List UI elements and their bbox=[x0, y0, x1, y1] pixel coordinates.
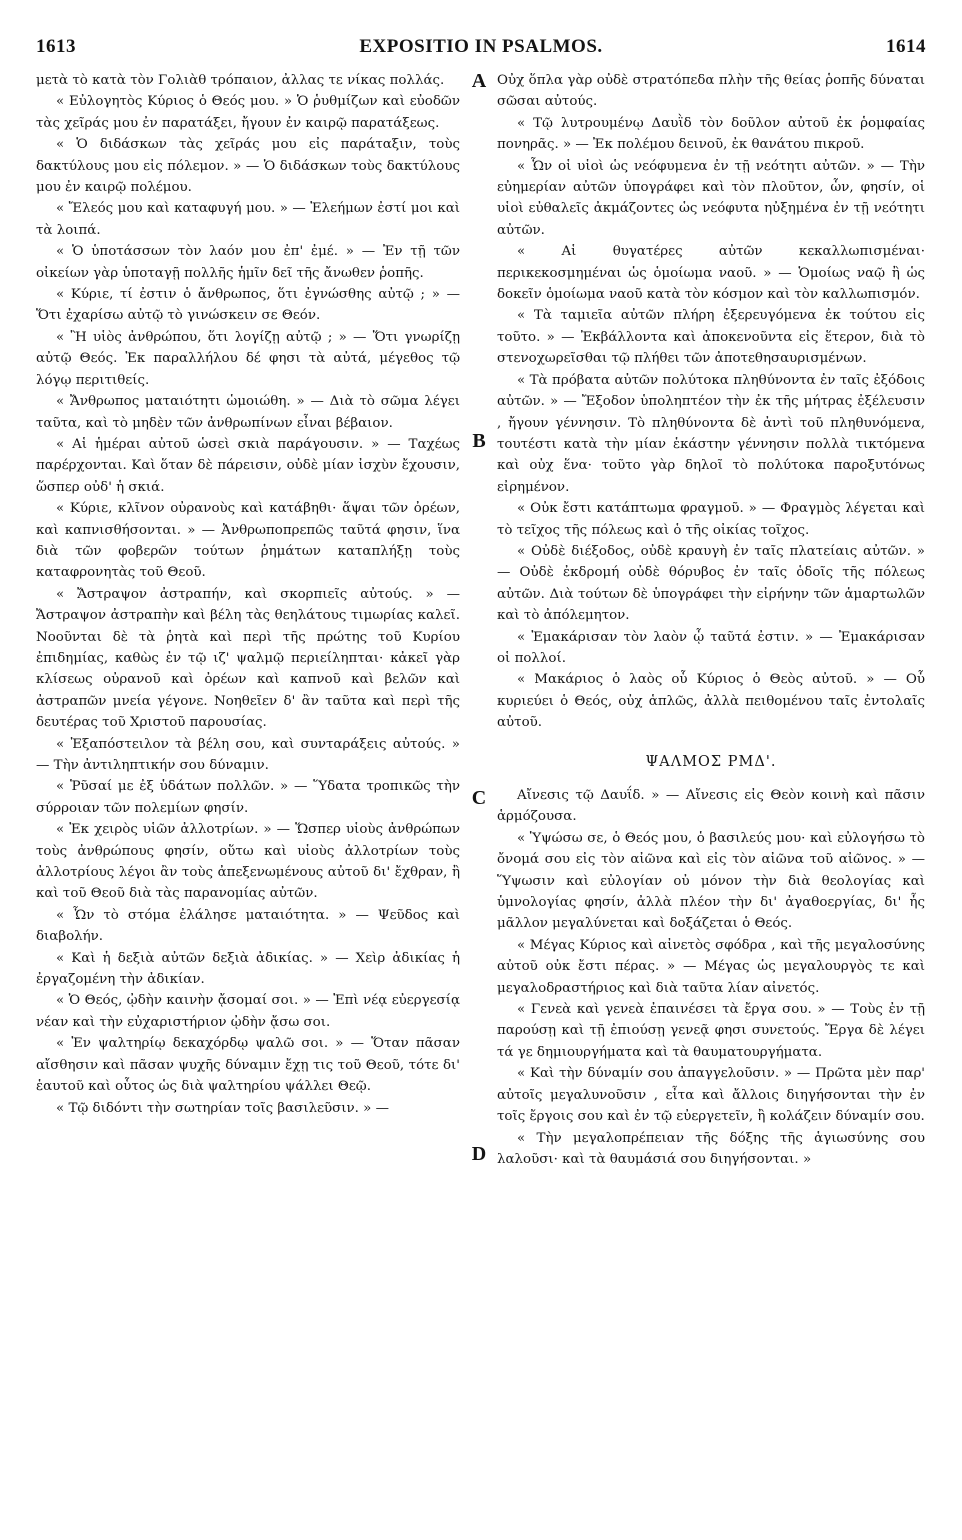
paragraph: « Ὑψώσω σε, ὁ Θεός μου, ὁ βασιλεύς μου· καὶ εὐλογήσω τὸ ὄνομά σου εἰς τὸν αἰῶνα καὶ εἰς τὸν αἰῶνα τοῦ αἰῶνος. » — Ὕψωσιν καὶ εὐλογίαν οὐ μόνον τὴν διὰ θεολογίας καὶ ὑμνολογίας φησίν, ἀλλὰ πλέον τὴν δι' ἀγαθοεργίας, δι' ἧς μᾶλλον μεγαλύνεται καὶ δοξάζεται ὁ Θεός. bbox=[497, 830, 925, 932]
paragraph: « Ἄνθρωπος ματαιότητι ὡμοιώθη. » — Διὰ τὸ σῶμα λέγει ταῦτα, καὶ τὸ μηδὲν τῶν ἀνθρωπίνων εἶναι βέβαιον. bbox=[36, 394, 460, 431]
paragraph: « Καὶ τὴν δύναμίν σου ἀπαγγελοῦσιν. » — Πρῶτα μὲν παρ' αὐτοῖς μεγαλυνοῦσιν , εἶτα καὶ ἄλλοις διηγήσονται τὴν ἐν τοῖς ἔργοις σου καὶ ἐν τῷ εὐεργετεῖν, ἢ κολάζειν δύναμίν σου. bbox=[497, 1066, 925, 1125]
paragraph: Αἴνεσις τῷ Δαυΐδ. » — Αἴνεσις εἰς Θεὸν κοινὴ καὶ πᾶσιν ἁρμόζουσα. bbox=[497, 788, 925, 825]
paragraph: « Τὴν μεγαλοπρέπειαν τῆς δόξης τῆς ἁγιωσύνης σου λαλοῦσι· καὶ τὰ θαυμάσιά σου διηγήσονται. » bbox=[497, 1130, 925, 1167]
paragraph: Οὐχ ὅπλα γὰρ οὐδὲ στρατόπεδα πλὴν τῆς θείας ῥοπῆς δύναται σῶσαι αὐτούς. bbox=[497, 73, 925, 110]
margin-marker-c: C bbox=[471, 787, 487, 809]
paragraph: « Τῷ λυτρουμένῳ Δαυῒδ τὸν δοῦλον αὐτοῦ ἐκ ῥομφαίας πονηρᾶς. » — Ἐκ πολέμου δεινοῦ, ἐκ θανάτου πικροῦ. bbox=[497, 115, 925, 153]
paragraph: « Γενεὰ καὶ γενεὰ ἐπαινέσει τὰ ἔργα σου. » — Τοὺς ἐν τῇ παρούσῃ καὶ τῇ ἐπιούσῃ γενεᾷ φησι συνετούς. Ἔργα δὲ λέγει τά γε δημιουργήματα καὶ τὰ θαυματουργήματα. bbox=[497, 1002, 925, 1060]
paragraph: « Κύριε, τί ἐστιν ὁ ἄνθρωπος, ὅτι ἐγνώσθης αὐτῷ ; » — Ὅτι ἐχαρίσω αὐτῷ τὸ γινώσκειν σε Θεόν. bbox=[36, 287, 460, 324]
page-number-right: 1614 bbox=[886, 36, 926, 57]
paragraph: « Καὶ ἡ δεξιὰ αὐτῶν δεξιὰ ἀδικίας. » — Χεὶρ ἀδικίας ἡ ἐργαζομένη τὴν ἀδικίαν. bbox=[36, 950, 460, 988]
paragraph: « Οὐκ ἔστι κατάπτωμα φραγμοῦ. » — Φραγμὸς λέγεται καὶ τὸ τεῖχος τῆς πόλεως καὶ ὁ τῆς οἰκίας τοῖχος. bbox=[497, 501, 925, 538]
paragraph: « Ἐκ χειρὸς υἱῶν ἀλλοτρίων. » — Ὥσπερ υἱοὺς ἀνθρώπων τοὺς ἀνθρώπους φησίν, οὕτω καὶ υἱοὺς ἀλλοτρίων τοὺς ἀλλοτρίους λέγοι ἂν τοὺς ἀπεξενωμένους αὐτοῦ δι' ἔχθραν, ἢ καὶ τοῦ Θεοῦ διὰ τὰς παρανομίας αὐτῶν. bbox=[36, 822, 460, 902]
paragraph: « Ὁ διδάσκων τὰς χεῖράς μου εἰς παράταξιν, τοὺς δακτύλους μου εἰς πόλεμον. » — Ὁ διδάσκων τοὺς δακτύλους μου ἐν καιρῷ πολέμου. bbox=[36, 137, 460, 196]
page-number-left: 1613 bbox=[36, 36, 76, 57]
paragraph: « Τὰ ταμιεῖα αὐτῶν πλήρη ἐξερευγόμενα ἐκ τούτου εἰς τοῦτο. » — Ἐκβάλλοντα καὶ ἀποκενοῦντα εἰς ἕτερον, διὰ τὸ στενοχωρεῖσθαι τῷ πλήθει τῶν ἀποτεθησαυρισμένων. bbox=[497, 308, 925, 367]
paragraph: « Εὐλογητὸς Κύριος ὁ Θεός μου. » Ὁ ῥυθμίζων καὶ εὐοδῶν τὰς χεῖράς μου ἐν παρατάξει, ἤγουν ἐν καιρῷ παρατάξεως. bbox=[36, 94, 460, 131]
running-title: EXPOSITIO IN PSALMOS. bbox=[359, 36, 603, 57]
paragraph: « Αἱ θυγατέρες αὐτῶν κεκαλλωπισμέναι· περικεκοσμημέναι ὡς ὁμοίωμα ναοῦ. » — Ὁμοίως ναῷ ἢ ὡς δοκεῖν ὁμοίωμα ναοῦ κατὰ τὸν κόσμον καὶ τὸν καλλωπισμόν. bbox=[497, 244, 925, 303]
margin-marker-a: A bbox=[471, 70, 487, 92]
paragraph: « Οὐδὲ διέξοδος, οὐδὲ κραυγὴ ἐν ταῖς πλατείαις αὐτῶν. » — Οὐδὲ ἐκδρομή οὐδὲ θόρυβος ἐν ταῖς ὁδοῖς τῆς πόλεως αὐτῶν. Διὰ τούτων δὲ ὑπογράφει τὴν εἰρήνην τῶν ἁμαρτωλῶν καὶ τὸ ἀπόλεμητον. bbox=[497, 543, 925, 624]
paragraph: « Μέγας Κύριος καὶ αἰνετὸς σφόδρα , καὶ τῆς μεγαλοσύνης αὐτοῦ οὐκ ἔστι πέρας. » — Μέγας ὡς μεγαλουργὸς τε καὶ μεγαλοδραστήριος καὶ διὰ ταῦτα λίαν αἰνετός. bbox=[497, 937, 925, 996]
margin-marker-d: D bbox=[471, 1143, 487, 1165]
paragraph: « Τῷ διδόντι τὴν σωτηρίαν τοῖς βασιλεῦσιν. » — bbox=[56, 1100, 390, 1116]
paragraph: « Ἢ υἱὸς ἀνθρώπου, ὅτι λογίζῃ αὐτῷ ; » — Ὅτι γνωρίζῃ αὐτῷ Θεός. Ἐκ παραλλήλου δέ φησι τὰ αὐτά, μέγεθος τῷ λόγῳ περιτιθείς. bbox=[36, 329, 460, 388]
paragraph: « Μακάριος ὁ λαὸς οὗ Κύριος ὁ Θεὸς αὐτοῦ. » — Οὗ κυριεύει ὁ Θεός, οὐχ ἁπλῶς, ἀλλὰ πειθομένου ταῖς ἐντολαῖς αὐτοῦ. bbox=[497, 672, 925, 731]
paragraph: « Ἐν ψαλτηρίῳ δεκαχόρδῳ ψαλῶ σοι. » — Ὅταν πᾶσαν αἴσθησιν καὶ πᾶσαν ψυχῆς δύναμιν ἔχῃ τις τοῦ Θεοῦ, τότε δι' ἑαυτοῦ καὶ οὗτος ὡς διὰ ψαλτηρίου ψάλλει Θεῷ. bbox=[36, 1036, 460, 1095]
paragraph: μετὰ τὸ κατὰ τὸν Γολιὰθ τρόπαιον, ἀλλας τε νίκας πολλάς. bbox=[36, 73, 445, 88]
paragraph: « Ἐξαπόστειλον τὰ βέλη σου, καὶ συνταράξεις αὐτούς. » — Τὴν ἀντιληπτικήν σου δύναμιν. bbox=[36, 736, 460, 773]
paragraph: « Ἔλεός μου καὶ καταφυγή μου. » — Ἐλεήμων ἐστί μοι καὶ τὰ λοιπά. bbox=[36, 201, 460, 238]
paragraph: « Ῥῦσαί με ἐξ ὑδάτων πολλῶν. » — Ὕδατα τροπικῶς τὴν σύρροιαν τῶν πολεμίων φησίν. bbox=[36, 779, 460, 816]
left-column bbox=[36, 70, 460, 1119]
paragraph: « Ἄστραψον ἀστραπήν, καὶ σκορπιεῖς αὐτούς. » — Ἄστραψον ἀστραπὴν καὶ βέλη τὰς θεηλάτους τιμωρίας καλεῖ. Νοοῦνται δὲ τὰ ῥητὰ καὶ περὶ τῆς πρώτης τοῦ Κυρίου ἐπιδημίας, καθὼς ἐν τῷ ιζ' ψαλμῷ περιείληπται· κἀκεῖ γὰρ κλίσεως οὐρανοῦ καὶ ὀρέων καὶ καπνοῦ καὶ βελῶν καὶ ἀστραπῶν μνεία γέγονε. Νοηθεῖεν δ' ἂν ταῦτα καὶ περὶ τῆς δευτέρας τοῦ Χριστοῦ παρουσίας. bbox=[36, 586, 460, 731]
paragraph: « Κύριε, κλῖνον οὐρανοὺς καὶ κατάβηθι· ἅψαι τῶν ὀρέων, καὶ καπνισθήσονται. » — Ἀνθρωποπρεπῶς ταῦτά φησιν, ἵνα διὰ τῶν φοβερῶν τούτων ῥημάτων καταπλήξῃ τοὺς καταφρονητὰς τοῦ Θεοῦ. bbox=[36, 501, 460, 581]
paragraph: « Ὧν οἱ υἱοὶ ὡς νεόφυμενα ἐν τῇ νεότητι αὐτῶν. » — Τὴν εὐημερίαν αὐτῶν ὑπογράφει καὶ τὸν πλοῦτον, ὧν, φησίν, οἱ υἱοὶ εὐθαλεῖς ἀκμάζοντες ὡς νεόφυτα ηὐξημένα ἐν τῇ νεότητι αὐτῶν. bbox=[497, 158, 925, 238]
running-header bbox=[36, 34, 926, 64]
paragraph: « Ὁ ὑποτάσσων τὸν λαόν μου ἐπ' ἐμέ. » — Ἐν τῇ τῶν οἰκείων γὰρ ὑποταγῇ πολλῆς ἡμῖν δεῖ τῆς ἄνωθεν ῥοπῆς. bbox=[36, 244, 460, 281]
right-column bbox=[497, 70, 925, 1170]
psalm-heading: ΨΑΛΜΟΣ ΡΜΔ'. bbox=[645, 753, 777, 770]
paragraph: « Ὁ Θεός, ᾠδὴν καινὴν ᾄσομαί σοι. » — Ἐπὶ νέᾳ εὐεργεσίᾳ νέαν καὶ τὴν εὐχαριστήριον ᾠδὴν ᾄσω σοι. bbox=[36, 993, 460, 1030]
paragraph: « Ἐμακάρισαν τὸν λαὸν ᾧ ταῦτά ἐστιν. » — Ἐμακάρισαν οἱ πολλοί. bbox=[497, 629, 925, 666]
paragraph: « Τὰ πρόβατα αὐτῶν πολύτοκα πληθύνοντα ἐν ταῖς ἐξόδοις αὐτῶν. » — Ἔξοδον ὑποληπτέον τὴν ἐκ τῆς μήτρας ἐξέλευσιν , ἤγουν γέννησιν. Τὸ πληθύνοντα δὲ ἀντὶ τοῦ πληθυνόμενα, τουτέστι κατὰ τὴν μίαν ἑκάστην γέννησιν πολλὰ τικτόμενα καὶ οὐχ ἕνα· τοῦτο γὰρ δηλοῖ τὸ πολύτοκα παροξυτόνως εἰρημένον. bbox=[497, 372, 925, 495]
paragraph: « Αἱ ἡμέραι αὐτοῦ ὡσεὶ σκιὰ παράγουσιν. » — Ταχέως παρέρχονται. Καὶ ὅταν δὲ πάρεισιν, οὐδὲ μίαν ἰσχὺν ἔχουσιν, ὥσπερ οὐδ' ἡ σκιά. bbox=[36, 436, 460, 495]
paragraph: « Ὧν τὸ στόμα ἐλάλησε ματαιότητα. » — Ψεῦδος καὶ διαβολήν. bbox=[36, 907, 460, 945]
margin-marker-b: B bbox=[472, 430, 486, 452]
